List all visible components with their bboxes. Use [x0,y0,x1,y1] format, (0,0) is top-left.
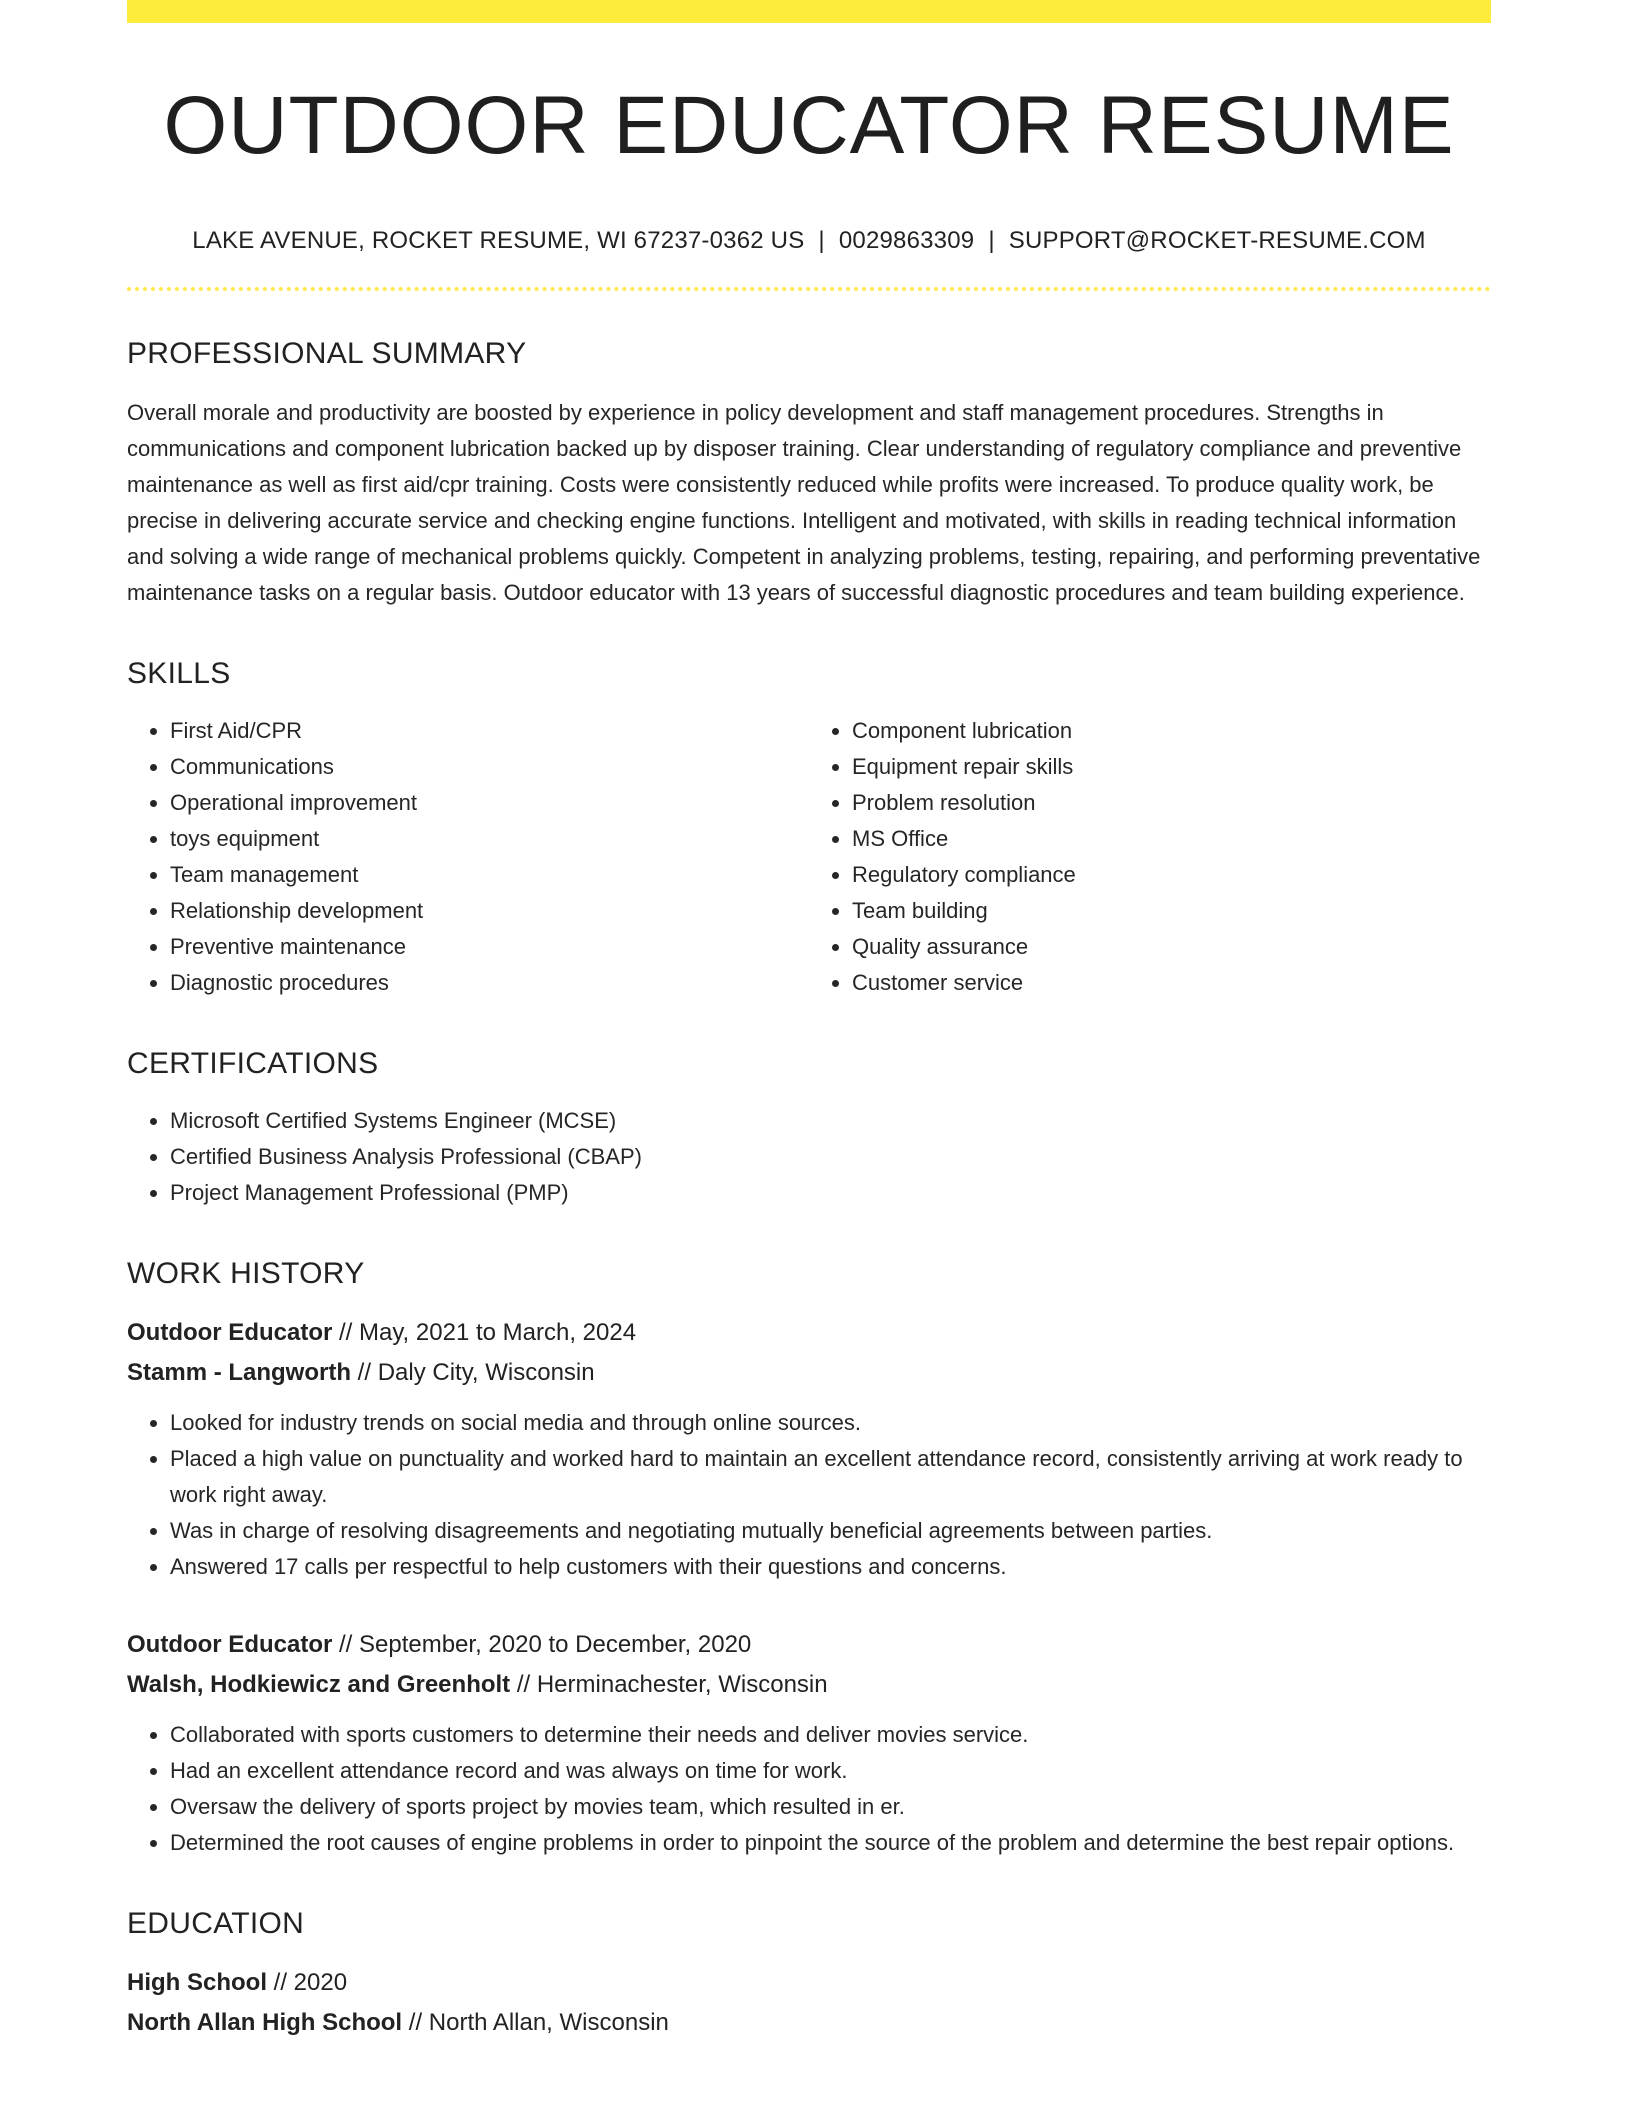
job-company-line [127,1353,1491,1393]
job-entry [127,1625,1491,1861]
job-entry [127,1313,1491,1585]
skill-item: • Problem resolution [852,785,1491,821]
education-degree: High School [127,1969,267,1997]
delimiter: // [402,2009,429,2037]
skill-item: • Team management [170,857,809,893]
contact-separator: | [988,227,995,255]
contact-separator: | [818,227,825,255]
delimiter: // [332,1631,359,1659]
skills-list [127,713,1491,1001]
skill-item: • Operational improvement [170,785,809,821]
certifications-heading: CERTIFICATIONS [127,1047,379,1081]
job-bullets [127,1405,1491,1585]
skill-item: • Customer service [852,965,1491,1001]
job-title-line [127,1313,1491,1353]
certification-item: • Microsoft Certified Systems Engineer (MCSE) [170,1103,1491,1139]
skills-column-left [127,713,809,1001]
job-location: Daly City, Wisconsin [377,1359,595,1387]
job-dates: May, 2021 to March, 2024 [359,1319,637,1347]
job-bullet: • Collaborated with sports customers to determine their needs and deliver movies service. [170,1717,1491,1753]
job-company: Stamm - Langworth [127,1359,352,1387]
contact-email: SUPPORT@ROCKET-RESUME.COM [1008,227,1426,255]
education-degree-line [127,1963,1491,2003]
certification-item: • Project Management Professional (PMP) [170,1175,1491,1211]
work-history-heading: WORK HISTORY [127,1257,365,1291]
skill-item: • First Aid/CPR [170,713,809,749]
skill-item: • Team building [852,893,1491,929]
job-dates: September, 2020 to December, 2020 [359,1631,752,1659]
education-location: North Allan, Wisconsin [428,2009,669,2037]
delimiter: // [351,1359,378,1387]
job-bullets [127,1717,1491,1861]
education-entry [127,1963,1491,2043]
header-divider [127,287,1491,291]
skill-item: • Regulatory compliance [852,857,1491,893]
skill-item: • Component lubrication [852,713,1491,749]
skill-item: • Preventive maintenance [170,929,809,965]
skill-item: • Communications [170,749,809,785]
job-bullet: • Looked for industry trends on social media and through online sources. [170,1405,1491,1441]
contact-phone: 0029863309 [838,227,975,255]
job-company-line [127,1665,1491,1705]
job-title-line [127,1625,1491,1665]
job-bullet: • Determined the root causes of engine problems in order to pinpoint the source of the problem and determine the best repair options. [170,1825,1491,1861]
summary-heading: PROFESSIONAL SUMMARY [127,337,527,371]
job-bullet: • Oversaw the delivery of sports project by movies team, which resulted in er. [170,1789,1491,1825]
resume-title: OUTDOOR EDUCATOR RESUME [163,80,1455,171]
skills-heading: SKILLS [127,657,231,691]
delimiter: // [510,1671,537,1699]
skill-item: • Diagnostic procedures [170,965,809,1001]
skill-item: • Quality assurance [852,929,1491,965]
job-title: Outdoor Educator [127,1319,333,1347]
contact-line [127,227,1491,255]
job-company: Walsh, Hodkiewicz and Greenholt [127,1671,511,1699]
delimiter: // [267,1969,294,1997]
skill-item: • Equipment repair skills [852,749,1491,785]
certifications-list [127,1103,1491,1211]
job-bullet: • Had an excellent attendance record and was always on time for work. [170,1753,1491,1789]
education-school-line [127,2003,1491,2043]
summary-text: Overall morale and productivity are boosted by experience in policy development and staff management procedures. Strengths in communications and component lubrication backed up by disposer training. Clear understanding of regulatory compliance and preventive maintenance as well as first aid/cpr training. Costs were consistently reduced while profits were increased. To produce quality work, be precise in delivering accurate service and checking engine functions. Intelligent and motivated, with skills in reading technical information and solving a wide range of mechanical problems quickly. Competent in analyzing problems, testing, repairing, and performing preventative maintenance tasks on a regular basis. Outdoor educator with 13 years of successful diagnostic procedures and team building experience. [127,400,1481,606]
education-heading: EDUCATION [127,1907,305,1941]
delimiter: // [332,1319,359,1347]
top-accent-bar [127,0,1491,23]
certification-item: • Certified Business Analysis Professional (CBAP) [170,1139,1491,1175]
job-location: Herminachester, Wisconsin [536,1671,828,1699]
skills-column-right [809,713,1491,1001]
job-title: Outdoor Educator [127,1631,333,1659]
skill-item: • Relationship development [170,893,809,929]
job-bullet: • Placed a high value on punctuality and worked hard to maintain an excellent attendance record, consistently arriving at work ready to work right away. [170,1441,1491,1513]
skill-item: • MS Office [852,821,1491,857]
resume-page [127,0,1491,2043]
education-school: North Allan High School [127,2009,403,2037]
education-year: 2020 [293,1969,348,1997]
contact-address: LAKE AVENUE, ROCKET RESUME, WI 67237-0362 US [192,227,805,255]
job-bullet: • Answered 17 calls per respectful to help customers with their questions and concerns. [170,1549,1491,1585]
skill-item: • toys equipment [170,821,809,857]
job-bullet: • Was in charge of resolving disagreements and negotiating mutually beneficial agreements between parties. [170,1513,1491,1549]
